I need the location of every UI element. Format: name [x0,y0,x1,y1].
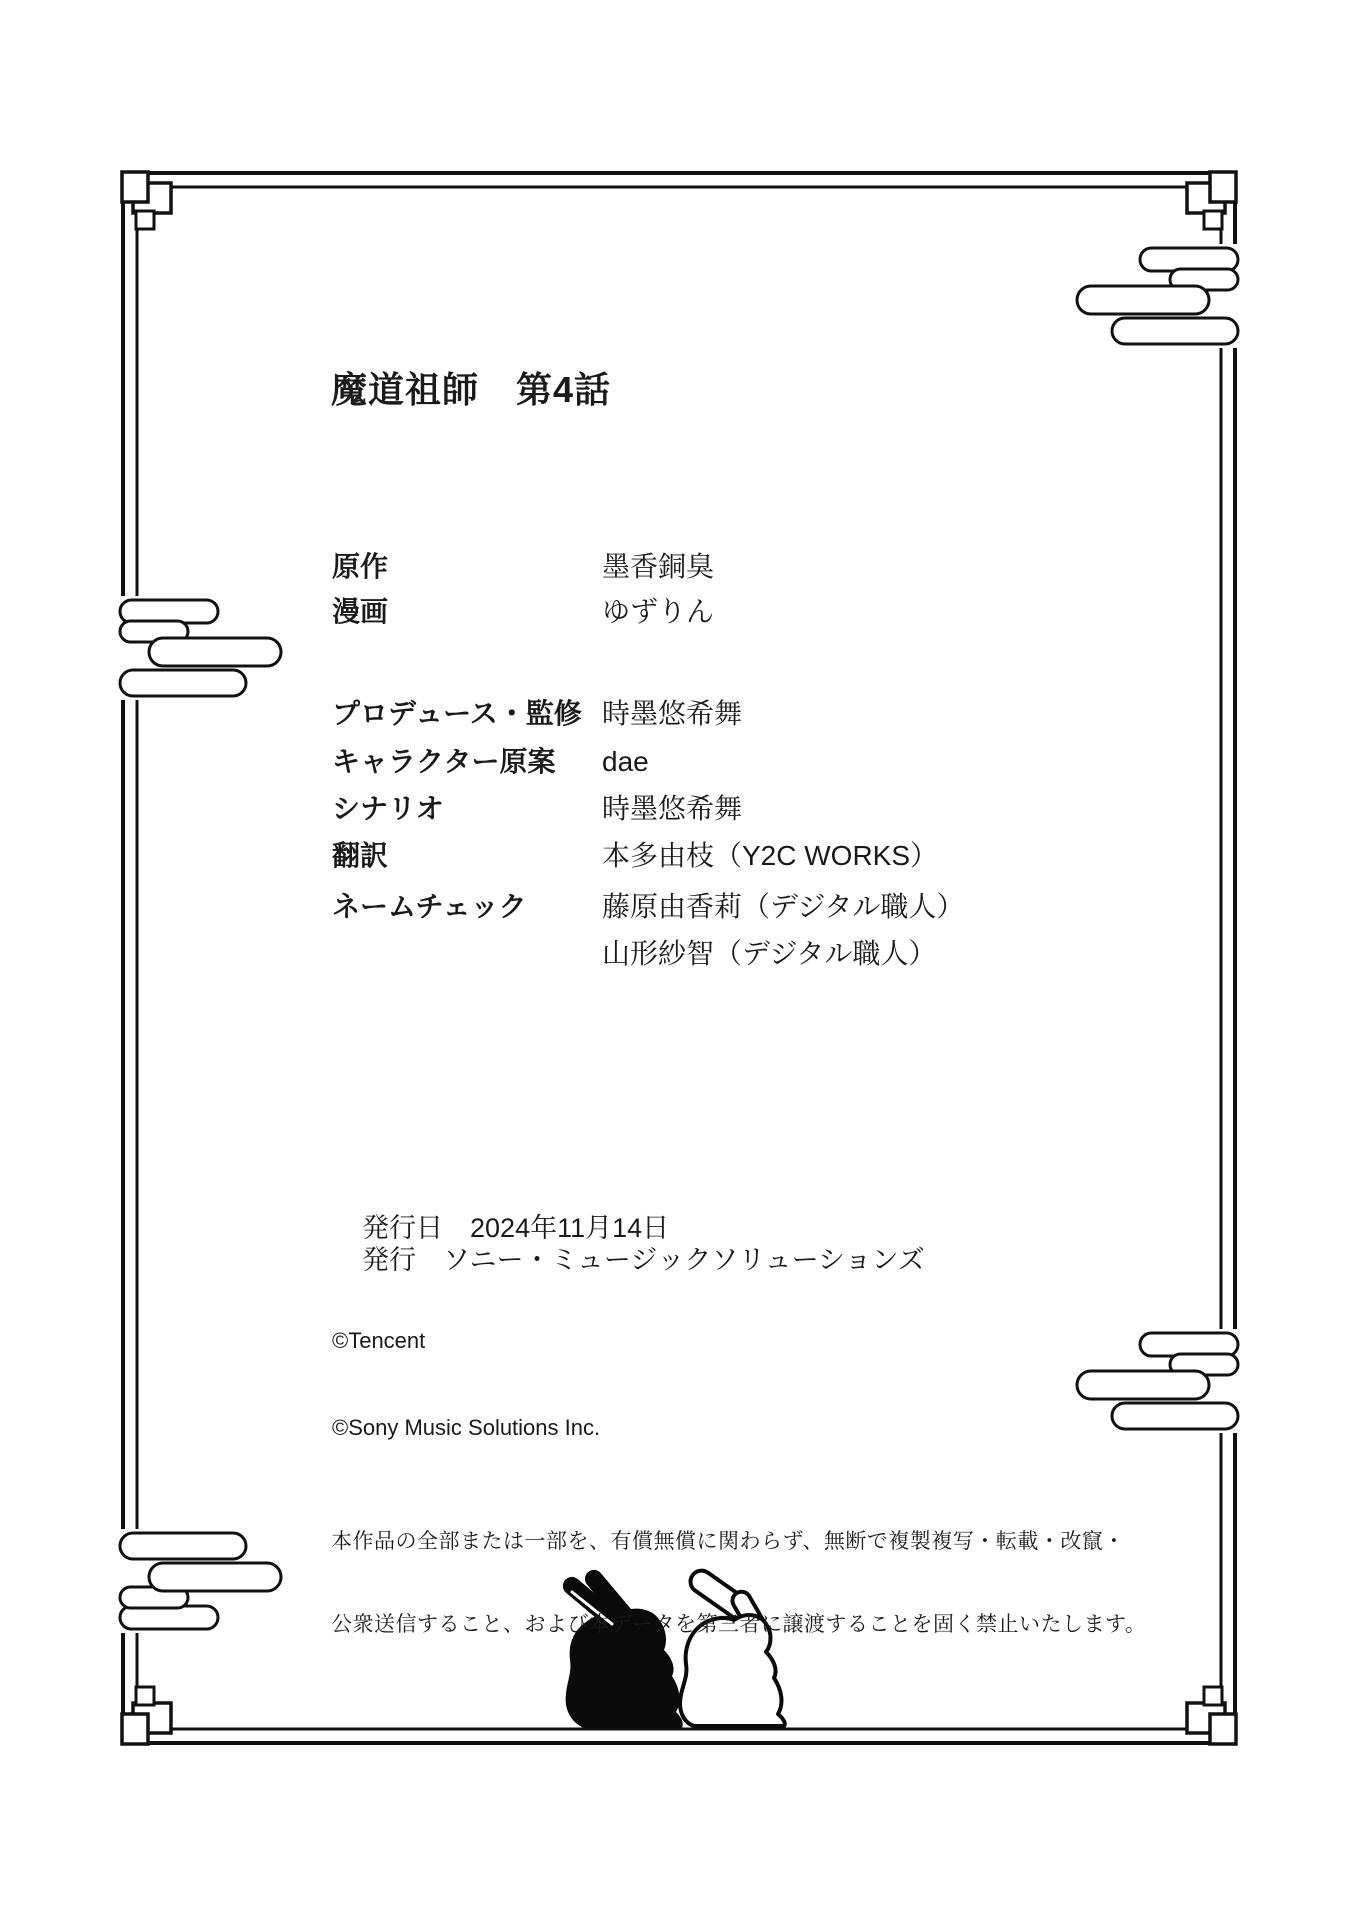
publication-label: 発行 [362,1245,417,1275]
credit-row [0,745,1362,781]
credit-row [0,839,1362,875]
disclaimer-line: 本作品の全部または一部を、有償無償に関わらず、無断で複製複写・転載・改竄・ [331,1530,1125,1553]
publication-value: ソニー・ミュージックソリューションズ [443,1245,925,1275]
credit-row [0,550,1362,586]
publication-value: 2024年11月14日 [470,1213,670,1243]
corner-ornament-bottom-right [1177,1687,1236,1744]
credit-value: ゆずりん [602,596,715,627]
credit-value: 山形紗智（デジタル職人） [602,938,937,969]
credit-label: シナリオ [332,793,444,824]
credit-row [0,890,1362,926]
credit-value: 時墨悠希舞 [602,793,743,824]
credit-label: 原作 [332,551,389,582]
credit-value: dae [602,746,649,777]
credit-value: 本多由枝（Y2C WORKS） [602,840,939,871]
credit-label: 漫画 [332,596,389,627]
legal-disclaimer [331,1473,1146,1693]
credit-row [0,595,1362,631]
credit-label: 翻訳 [332,840,389,871]
copyright-line: ©Sony Music Solutions Inc. [332,1415,601,1440]
publication-label: 発行日 [362,1213,444,1243]
disclaimer-line: 公衆送信すること、および本データを第三者に譲渡することを固く禁止いたします。 [331,1612,1147,1636]
cloud-motif-left-lower [120,1533,281,1629]
copyright-block [332,1268,600,1500]
credit-label: ネームチェック [332,891,527,922]
corner-ornament-bottom-left [122,1687,181,1744]
copyright-line: ©Tencent [332,1328,426,1353]
corner-ornament-top-right [1177,172,1236,229]
credit-label: プロデュース・監修 [332,698,582,729]
credit-row [0,937,1362,973]
corner-ornament-top-left [122,172,181,229]
credit-row [0,697,1362,733]
page-title: 魔道祖師 第4話 [331,369,612,410]
credit-label: キャラクター原案 [332,746,556,777]
credit-value: 墨香銅臭 [602,551,715,582]
credit-value: 時墨悠希舞 [602,698,743,729]
cloud-motif-right-lower [1077,1333,1238,1429]
credit-value: 藤原由香莉（デジタル職人） [602,891,965,922]
credit-row [0,792,1362,828]
cloud-motif-right-upper [1077,248,1238,344]
